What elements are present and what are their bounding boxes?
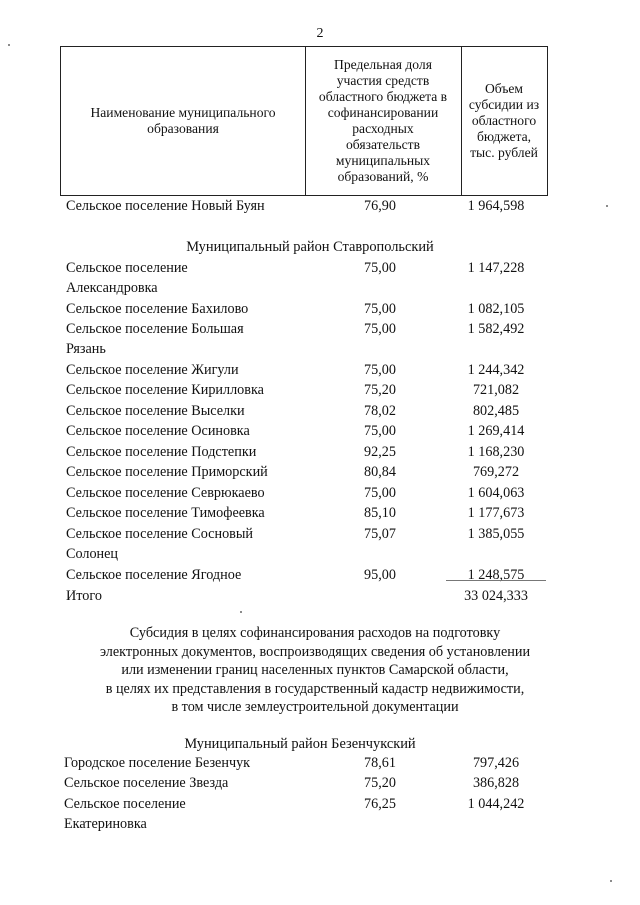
row-amount: 797,426	[472, 755, 520, 771]
row-name-continued: Екатериновка	[64, 816, 147, 832]
scan-speck	[610, 880, 612, 882]
district-title: Муниципальный район Ставропольский	[186, 239, 434, 255]
row-share: 75,00	[364, 301, 396, 317]
scan-speck	[606, 205, 608, 207]
row-share: 76,25	[364, 796, 396, 812]
row-name-continued: Рязань	[66, 341, 106, 357]
row-amount: 1 044,242	[467, 796, 525, 812]
row-name: Сельское поселение Выселки	[66, 403, 245, 419]
table-row	[0, 402, 640, 422]
district-title: Муниципальный район Безенчукский	[184, 736, 416, 752]
row-amount: 1 964,598	[467, 198, 525, 214]
row-name-continued: Солонец	[66, 546, 119, 562]
table-row	[0, 504, 640, 524]
row-name: Сельское поселение Осиновка	[66, 423, 250, 439]
table-row	[0, 443, 640, 463]
table-row	[0, 320, 640, 357]
row-share: 85,10	[364, 505, 396, 521]
row-name: Сельское поселение Большая	[66, 321, 244, 337]
table-row	[0, 300, 640, 320]
header-name-text: Наименование муниципального образования	[90, 105, 276, 136]
row-amount: 769,272	[472, 464, 520, 480]
row-name: Сельское поселение Кирилловка	[66, 382, 264, 398]
row-share: 92,25	[364, 444, 396, 460]
subsidy-heading: Субсидия в целях софинансирования расходов на подготовку электронных документов, воспроизводящих сведения об установлении или изменении границ населенных пунктов Самарской области, в целях их представления в государственный кадастр недвижимости, в том числе землеустроительной документации	[99, 625, 531, 716]
scan-speck	[240, 611, 242, 613]
table-row	[0, 259, 640, 296]
total-label: Итого	[66, 588, 102, 604]
scan-speck	[8, 44, 10, 46]
row-share: 95,00	[364, 567, 396, 583]
total-divider	[446, 580, 546, 581]
row-name-continued: Александровка	[66, 280, 158, 296]
table-row	[0, 381, 640, 401]
page-number: 2	[316, 26, 324, 41]
row-share: 75,20	[364, 382, 396, 398]
row-name: Сельское поселение Севрюкаево	[66, 485, 265, 501]
row-share: 75,00	[364, 362, 396, 378]
total-row	[0, 587, 640, 607]
table-row	[0, 754, 640, 774]
row-name: Сельское поселение Сосновый	[66, 526, 253, 542]
row-share: 75,00	[364, 485, 396, 501]
row-share: 75,07	[364, 526, 396, 542]
row-share: 78,02	[364, 403, 396, 419]
row-share: 75,00	[364, 321, 396, 337]
row-name: Сельское поселение Новый Буян	[66, 198, 265, 214]
row-name: Сельское поселение Бахилово	[66, 301, 249, 317]
row-name: Городское поселение Безенчук	[64, 755, 251, 771]
header-amount-column	[461, 47, 547, 195]
row-amount: 1 082,105	[467, 301, 525, 317]
table-row	[0, 463, 640, 483]
table-header	[60, 46, 548, 196]
table-row	[0, 197, 640, 217]
table-row	[0, 484, 640, 504]
row-amount: 1 177,673	[467, 505, 525, 521]
row-amount: 721,082	[472, 382, 520, 398]
row-amount: 802,485	[472, 403, 520, 419]
row-amount: 386,828	[472, 775, 520, 791]
row-name: Сельское поселение Ягодное	[66, 567, 242, 583]
row-share: 76,90	[364, 198, 396, 214]
row-amount: 1 244,342	[467, 362, 525, 378]
header-name-column	[61, 47, 305, 195]
row-share: 78,61	[364, 755, 396, 771]
row-amount: 1 269,414	[467, 423, 525, 439]
table-row	[0, 566, 640, 586]
row-share: 75,00	[364, 423, 396, 439]
row-amount: 1 168,230	[467, 444, 525, 460]
row-amount: 1 248,575	[467, 567, 525, 583]
row-share: 75,00	[364, 260, 396, 276]
header-amount-text: Объем субсидии из областного бюджета, тыс. рублей	[468, 81, 540, 160]
row-amount: 1 604,063	[467, 485, 525, 501]
header-share-text: Предельная доля участия средств областного бюджета в софинансировании расходных обязательств муниципальных образований, %	[318, 57, 448, 184]
row-name: Сельское поселение	[66, 260, 188, 276]
row-name: Сельское поселение Подстепки	[66, 444, 257, 460]
row-share: 75,20	[364, 775, 396, 791]
row-name: Сельское поселение Жигули	[66, 362, 239, 378]
row-amount: 1 582,492	[467, 321, 525, 337]
row-name: Сельское поселение Звезда	[64, 775, 229, 791]
header-share-column	[305, 47, 461, 195]
table-row	[0, 422, 640, 442]
row-name: Сельское поселение Приморский	[66, 464, 268, 480]
table-row	[0, 774, 640, 794]
row-name: Сельское поселение Тимофеевка	[66, 505, 265, 521]
total-amount: 33 024,333	[464, 588, 528, 604]
row-name: Сельское поселение	[64, 796, 186, 812]
table-row	[0, 361, 640, 381]
table-row	[0, 525, 640, 562]
row-amount: 1 147,228	[467, 260, 525, 276]
table-row	[0, 795, 640, 832]
row-share: 80,84	[364, 464, 396, 480]
row-amount: 1 385,055	[467, 526, 525, 542]
